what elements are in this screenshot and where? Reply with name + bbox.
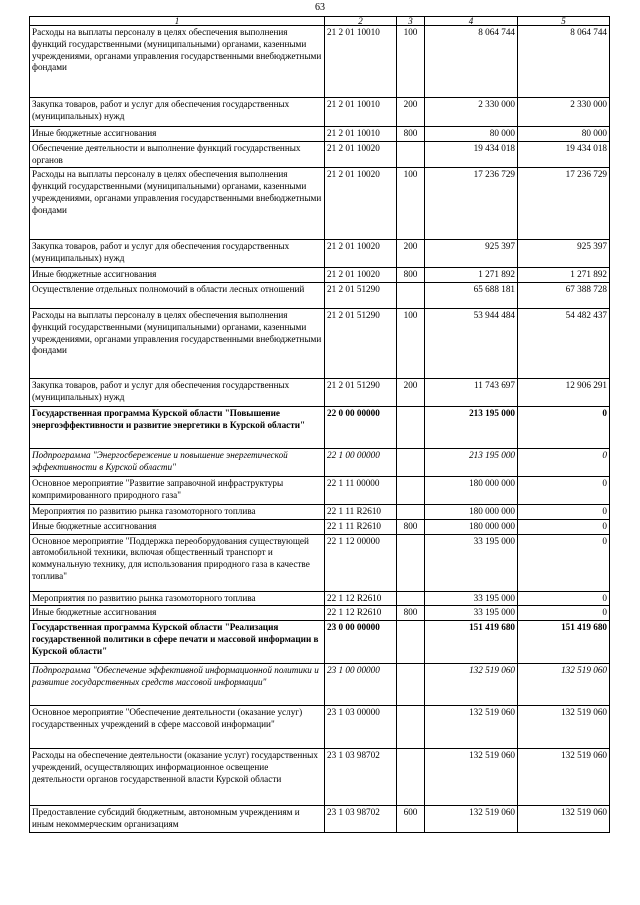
amount-year2-cell: 0 (518, 591, 610, 606)
row-name-cell: Основное мероприятие "Развитие заправочной инфраструктуры компримированного природного газа" (30, 477, 325, 505)
expense-type-cell (397, 477, 425, 505)
row-name-cell: Иные бюджетные ассигнования (30, 519, 325, 534)
expense-type-cell: 200 (397, 379, 425, 407)
amount-year1-cell: 19 434 018 (425, 141, 518, 168)
expense-type-cell (397, 141, 425, 168)
target-article-code-cell: 23 1 03 98702 (325, 749, 397, 806)
table-row (30, 309, 610, 379)
amount-year2-cell: 132 519 060 (518, 706, 610, 749)
table-row (30, 591, 610, 606)
target-article-code-cell: 21 2 01 51290 (325, 309, 397, 379)
table-row (30, 449, 610, 477)
row-name-cell: Мероприятия по развитию рынка газомоторного топлива (30, 591, 325, 606)
page-number: 63 (315, 2, 325, 13)
expense-type-cell (397, 664, 425, 706)
row-name-cell: Закупка товаров, работ и услуг для обеспечения государственных (муниципальных) нужд (30, 379, 325, 407)
table-row (30, 806, 610, 833)
expense-type-cell (397, 534, 425, 591)
expense-type-cell: 100 (397, 168, 425, 240)
row-name-cell: Расходы на выплаты персоналу в целях обеспечения выполнения функций государственными (муниципальными) органами, казенными учреждениями, органами управления государственными внебюджетными фондами (30, 309, 325, 379)
row-name-cell: Государственная программа Курской области "Повышение энергоэффективности и развитие энергетики в Курской области" (30, 407, 325, 449)
row-name-cell: Мероприятия по развитию рынка газомоторного топлива (30, 505, 325, 520)
target-article-code-cell: 22 1 11 00000 (325, 477, 397, 505)
amount-year2-cell: 0 (518, 519, 610, 534)
table-row (30, 477, 610, 505)
budget-table (29, 16, 610, 833)
table-row (30, 98, 610, 127)
amount-year1-cell: 53 944 484 (425, 309, 518, 379)
table-row (30, 168, 610, 240)
table-row (30, 127, 610, 142)
row-name-cell: Расходы на выплаты персоналу в целях обеспечения выполнения функций государственными (муниципальными) органами, казенными учреждениями, органами управления государственными внебюджетными фондами (30, 26, 325, 98)
target-article-code-cell: 21 2 01 10020 (325, 268, 397, 283)
amount-year1-cell: 925 397 (425, 240, 518, 268)
amount-year2-cell: 17 236 729 (518, 168, 610, 240)
target-article-code-cell: 21 2 01 10020 (325, 168, 397, 240)
row-name-cell: Закупка товаров, работ и услуг для обеспечения государственных (муниципальных) нужд (30, 240, 325, 268)
column-number-row (30, 17, 610, 26)
amount-year1-cell: 132 519 060 (425, 749, 518, 806)
column-number: 3 (397, 17, 425, 26)
amount-year1-cell: 132 519 060 (425, 706, 518, 749)
table-row (30, 505, 610, 520)
row-name-cell: Расходы на выплаты персоналу в целях обеспечения выполнения функций государственными (муниципальными) органами, казенными учреждениями, органами управления государственными внебюджетными фондами (30, 168, 325, 240)
expense-type-cell: 100 (397, 26, 425, 98)
table-row (30, 379, 610, 407)
table-row (30, 268, 610, 283)
column-number: 4 (425, 17, 518, 26)
table-row (30, 141, 610, 168)
amount-year2-cell: 67 388 728 (518, 283, 610, 309)
amount-year1-cell: 17 236 729 (425, 168, 518, 240)
expense-type-cell: 800 (397, 606, 425, 621)
amount-year1-cell: 132 519 060 (425, 664, 518, 706)
amount-year2-cell: 0 (518, 407, 610, 449)
amount-year1-cell: 80 000 (425, 127, 518, 142)
row-name-cell: Основное мероприятие "Обеспечение деятельности (оказание услуг) государственных учреждений в сфере массовой информации" (30, 706, 325, 749)
target-article-code-cell: 23 0 00 00000 (325, 621, 397, 664)
expense-type-cell (397, 283, 425, 309)
expense-type-cell (397, 505, 425, 520)
expense-type-cell (397, 407, 425, 449)
table-row (30, 407, 610, 449)
amount-year2-cell: 132 519 060 (518, 806, 610, 833)
amount-year2-cell: 2 330 000 (518, 98, 610, 127)
amount-year1-cell: 33 195 000 (425, 606, 518, 621)
row-name-cell: Расходы на обеспечение деятельности (оказание услуг) государственных учреждений, осуществляющих информационное освещение деятельности органов государственной власти Курской области (30, 749, 325, 806)
expense-type-cell: 800 (397, 127, 425, 142)
target-article-code-cell: 21 2 01 10010 (325, 26, 397, 98)
amount-year2-cell: 8 064 744 (518, 26, 610, 98)
expense-type-cell (397, 706, 425, 749)
amount-year2-cell: 0 (518, 505, 610, 520)
amount-year2-cell: 132 519 060 (518, 664, 610, 706)
amount-year2-cell: 12 906 291 (518, 379, 610, 407)
amount-year1-cell: 33 195 000 (425, 534, 518, 591)
amount-year1-cell: 151 419 680 (425, 621, 518, 664)
amount-year1-cell: 180 000 000 (425, 505, 518, 520)
table-row (30, 606, 610, 621)
amount-year1-cell: 132 519 060 (425, 806, 518, 833)
row-name-cell: Иные бюджетные ассигнования (30, 127, 325, 142)
expense-type-cell: 800 (397, 519, 425, 534)
expense-type-cell: 200 (397, 98, 425, 127)
amount-year2-cell: 54 482 437 (518, 309, 610, 379)
expense-type-cell: 600 (397, 806, 425, 833)
target-article-code-cell: 21 2 01 51290 (325, 379, 397, 407)
target-article-code-cell: 22 1 12 00000 (325, 534, 397, 591)
amount-year1-cell: 33 195 000 (425, 591, 518, 606)
expense-type-cell: 200 (397, 240, 425, 268)
amount-year1-cell: 180 000 000 (425, 519, 518, 534)
target-article-code-cell: 23 1 03 00000 (325, 706, 397, 749)
target-article-code-cell: 22 1 12 R2610 (325, 606, 397, 621)
amount-year1-cell: 213 195 000 (425, 449, 518, 477)
target-article-code-cell: 22 1 11 R2610 (325, 519, 397, 534)
row-name-cell: Иные бюджетные ассигнования (30, 268, 325, 283)
row-name-cell: Обеспечение деятельности и выполнение функций государственных органов (30, 141, 325, 168)
target-article-code-cell: 22 0 00 00000 (325, 407, 397, 449)
amount-year1-cell: 180 000 000 (425, 477, 518, 505)
column-number: 5 (518, 17, 610, 26)
amount-year1-cell: 213 195 000 (425, 407, 518, 449)
target-article-code-cell: 21 2 01 10020 (325, 240, 397, 268)
expense-type-cell: 800 (397, 268, 425, 283)
expense-type-cell (397, 621, 425, 664)
amount-year2-cell: 925 397 (518, 240, 610, 268)
amount-year2-cell: 19 434 018 (518, 141, 610, 168)
table-row (30, 534, 610, 591)
target-article-code-cell: 23 1 00 00000 (325, 664, 397, 706)
amount-year2-cell: 0 (518, 606, 610, 621)
expense-type-cell (397, 591, 425, 606)
target-article-code-cell: 23 1 03 98702 (325, 806, 397, 833)
amount-year2-cell: 151 419 680 (518, 621, 610, 664)
target-article-code-cell: 22 1 11 R2610 (325, 505, 397, 520)
amount-year2-cell: 1 271 892 (518, 268, 610, 283)
table-row (30, 283, 610, 309)
row-name-cell: Предоставление субсидий бюджетным, автономным учреждениям и иным некоммерческим организациям (30, 806, 325, 833)
row-name-cell: Осуществление отдельных полномочий в области лесных отношений (30, 283, 325, 309)
row-name-cell: Подпрограмма "Энергосбережение и повышение энергетической эффективности в Курской области" (30, 449, 325, 477)
amount-year1-cell: 11 743 697 (425, 379, 518, 407)
table-row (30, 749, 610, 806)
amount-year1-cell: 65 688 181 (425, 283, 518, 309)
amount-year1-cell: 8 064 744 (425, 26, 518, 98)
target-article-code-cell: 22 1 00 00000 (325, 449, 397, 477)
table-row (30, 621, 610, 664)
table-row (30, 664, 610, 706)
row-name-cell: Закупка товаров, работ и услуг для обеспечения государственных (муниципальных) нужд (30, 98, 325, 127)
table-row (30, 26, 610, 98)
amount-year2-cell: 0 (518, 449, 610, 477)
column-number: 1 (30, 17, 325, 26)
table-row (30, 240, 610, 268)
amount-year1-cell: 1 271 892 (425, 268, 518, 283)
amount-year2-cell: 0 (518, 477, 610, 505)
amount-year2-cell: 80 000 (518, 127, 610, 142)
target-article-code-cell: 21 2 01 10010 (325, 98, 397, 127)
target-article-code-cell: 21 2 01 51290 (325, 283, 397, 309)
table-row (30, 706, 610, 749)
row-name-cell: Подпрограмма "Обеспечение эффективной информационной политики и развитие государственных средств массовой информации" (30, 664, 325, 706)
row-name-cell: Государственная программа Курской области "Реализация государственной политики в сфере печати и массовой информации в Курской области" (30, 621, 325, 664)
table-row (30, 519, 610, 534)
column-number: 2 (325, 17, 397, 26)
expense-type-cell: 100 (397, 309, 425, 379)
row-name-cell: Иные бюджетные ассигнования (30, 606, 325, 621)
target-article-code-cell: 22 1 12 R2610 (325, 591, 397, 606)
row-name-cell: Основное мероприятие "Поддержка переоборудования существующей автомобильной техники, включая общественный транспорт и коммунальную технику, для использования природного газа в качестве топлива" (30, 534, 325, 591)
target-article-code-cell: 21 2 01 10010 (325, 127, 397, 142)
amount-year2-cell: 132 519 060 (518, 749, 610, 806)
expense-type-cell (397, 749, 425, 806)
expense-type-cell (397, 449, 425, 477)
amount-year1-cell: 2 330 000 (425, 98, 518, 127)
amount-year2-cell: 0 (518, 534, 610, 591)
target-article-code-cell: 21 2 01 10020 (325, 141, 397, 168)
